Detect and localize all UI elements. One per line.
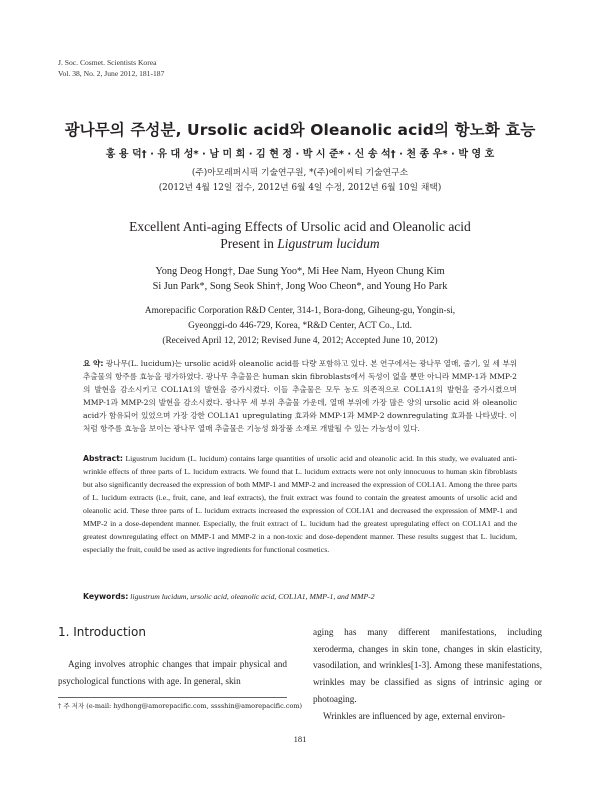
korean-affiliation: (주)아모레퍼시픽 기술연구원, *(주)에이씨티 기술연구소 [191,168,409,178]
korean-authors: 홍 용 덕† · 유 대 성* · 남 미 희 · 김 현 정 · 박 시 준* · 신 송 석† · 천 종 우* · 박 영 호 [105,149,495,160]
footnote-divider [58,697,287,698]
english-received: (Received April 12, 2012; Revised June 4, 2012; Accepted June 10, 2012) [162,336,438,346]
keywords [83,592,517,601]
corresponding-author-footnote: † 주 저자 (e-mail: hydhong@amorepacific.com, sssshin@amorepacific.com) [58,702,303,710]
english-affiliation [0,304,600,349]
keywords-label: Keywords: [83,592,129,601]
english-abstract [83,452,517,556]
intro-paragraph: Wrinkles are influenced by age, external environ- [323,710,506,721]
korean-abstract [83,357,517,435]
keywords-text: ligustrum lucidum, ursolic acid, oleanolic acid, COL1A1, MMP-1, and MMP-2 [130,592,375,601]
english-authors-line1: Yong Deog Hong†, Dae Sung Yoo*, Mi Hee Nam, Hyeon Chung Kim [155,266,445,277]
english-title-line1: Excellent Anti-aging Effects of Ursolic acid and Oleanolic acid [129,219,471,234]
korean-received: (2012년 4월 12일 접수, 2012년 6월 4일 수정, 2012년 6월 10일 채택) [158,182,442,193]
english-affiliation-line1: Amorepacific Corporation R&D Center, 314-1, Bora-dong, Giheung-gu, Yongin-si, [144,306,456,316]
english-abstract-label: Abstract: [83,454,123,463]
korean-abstract-text: 광나무(L. lucidum)는 ursolic acid와 oleanolic acid를 다량 포함하고 있다. 본 연구에서는 광나무 열매, 줄기, 잎 세 부위 추출물의 항주름 효능을 평가하였다. 광나무 추출물은 human skin fibroblasts에서 독성이 없을 뿐만 아니라 MMP-1과 MMP-2의 발현을 감소시키고 COL1A1의 발현을 증가시켰다. 이들 추출물은 모두 농도 의존적으로 COL1A1의 발현을 증가시켰으며 MMP-1과 MMP-2의 발현을 감소시켰다. 광나무 세 부위 추출물 가운데, 열매 부위에 가장 많은 양의 ursolic acid 와 oleanolic acid가 함유되어 있었으며 가장 강한 COL1A1 upregulating 효과와 MMP-1과 MMP-2 downregulating 효과를 나타냈다. 이처럼 항주름 효능을 보이는 광나무 열매 추출물은 기능성 화장품 소재로 개발될 수 있는 가능성이 있다. [83,359,518,433]
journal-name: J. Soc. Cosmet. Scientists Korea [58,58,157,67]
korean-title: 광나무의 주성분, Ursolic acid와 Oleanolic acid의 항노화 효능 [64,121,536,139]
english-affiliation-line2: Gyeonggi-do 446-729, Korea, *R&D Center, ACT Co., Ltd. [188,321,412,331]
intro-paragraph: aging has many different manifestations, including xeroderma, changes in skin tone, changes in skin elasticity, vasodilation, and wrinkles[1-3]. Among these manifestations, wrinkles may be classified as signs of intrinsic aging or photoaging. [313,627,542,704]
intro-left-column: Aging involves atrophic changes that impair physical and psychological functions with age. In general, skin [58,659,287,686]
english-abstract-text: Ligustrum lucidum (L. lucidum) contains large quantities of ursolic acid and oleanolic acid. In this study, we evaluated anti-wrinkle effects of three parts of L. lucidum extracts. We found that L. lucidum extracts were not only innocuous to human skin fibroblasts but also significantly decreased the expression of both MMP-1 and MMP-2 and increased the expression of COL1A1. Among the three parts of L. lucidum extracts (i.e., fruit, cane, and leaf extracts), the fruit extract was found to contain the greatest amounts of ursolic acid and oleanolic acid. These three parts of L. lucidum extracts increased the expression of COL1A1 and decreased the expression of MMP-1 and MMP-2 in a dose-dependent manner. Especially, the fruit extract of L. lucidum had the greatest upregulating effect on COL1A1 and the greatest downregulating effect on MMP-1 and MMP-2 in a non-toxic and dose-dependent manner. These results suggest that L. lucidum, especially the fruit, could be used as active ingredients for functional cosmetics. [83,454,517,554]
page-number: 181 [293,734,307,744]
species-name: Ligustrum lucidum [277,235,380,251]
english-authors-line2: Si Jun Park*, Song Seok Shin†, Jong Woo Cheon*, and Young Ho Park [152,281,448,292]
journal-header [58,58,164,79]
journal-volume: Vol. 38, No. 2, June 2012, 181-187 [58,68,165,78]
english-authors [0,264,600,294]
intro-right-column [313,624,542,724]
korean-abstract-label: 요 약: [83,359,104,368]
section-heading-introduction: 1. Introduction [58,625,146,639]
english-title-line2: Present in Ligustrum lucidum [220,235,380,251]
korean-affiliation-block [0,166,600,195]
english-title [0,219,600,252]
